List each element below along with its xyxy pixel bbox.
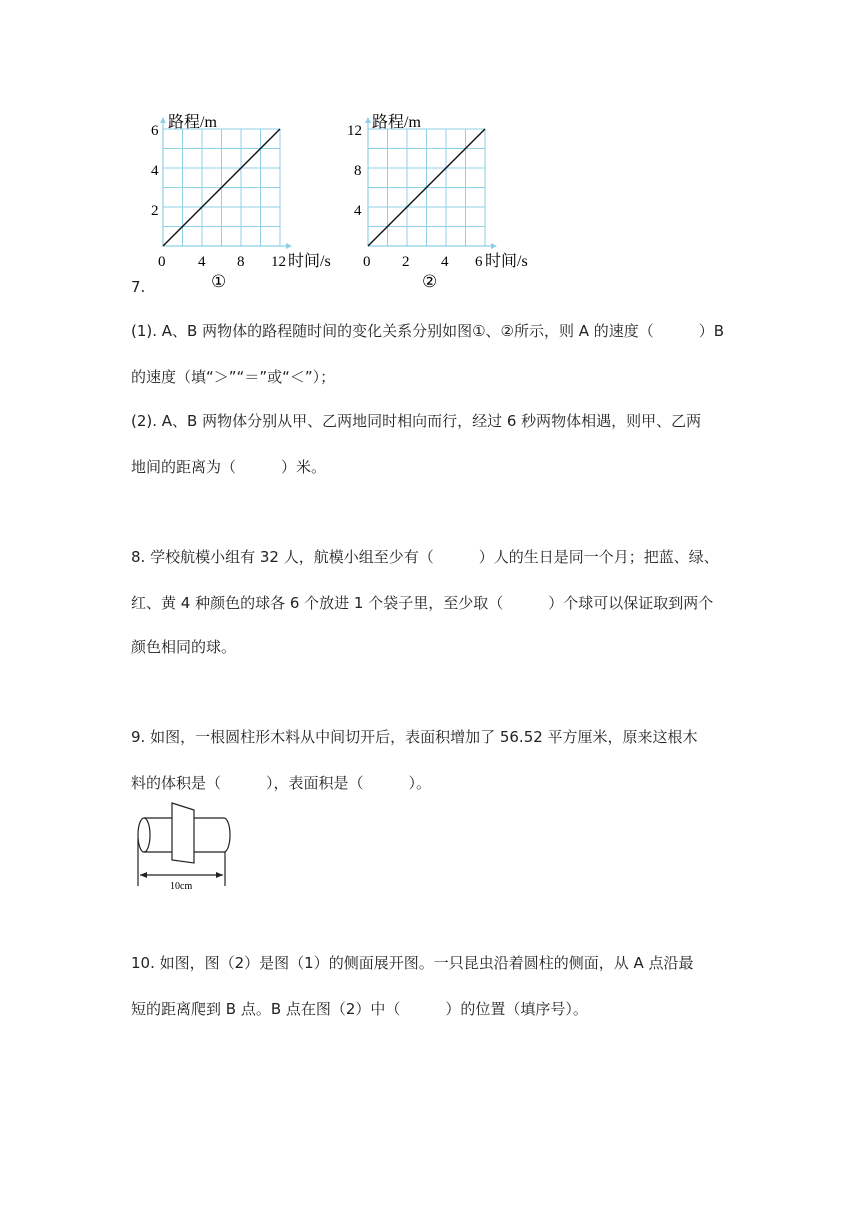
x-tick-2: 2 (402, 254, 410, 270)
x-tick-12: 12 (271, 254, 286, 270)
distance-time-graph-2 (345, 105, 555, 295)
cylinder-left-end (138, 818, 150, 852)
cylinder-cut-figure (132, 800, 242, 892)
x-axis-arrow (286, 243, 292, 249)
q8-line3: 颜色相同的球。 (131, 638, 237, 656)
q7-part2-line1: (2). A、B 两物体分别从甲、乙两地同时相向而行，经过 6 秒两物体相遇，则甲、乙两 (131, 412, 702, 430)
q10-line2: 短的距离爬到 B 点。B 点在图（2）中（ ）的位置（填序号）。 (131, 1000, 588, 1018)
y-tick-4: 4 (151, 163, 159, 179)
x-tick-6: 6 (475, 254, 483, 270)
y-axis-arrow (365, 117, 371, 123)
graph-caption: ① (211, 272, 227, 292)
y-axis-label: 路程/m (372, 114, 421, 131)
q9-line2: 料的体积是（ ），表面积是（ ）。 (131, 774, 432, 792)
q9-line1: 9. 如图，一根圆柱形木料从中间切开后，表面积增加了 56.52 平方厘米，原来这根木 (131, 728, 698, 746)
y-axis-label: 路程/m (168, 114, 217, 131)
y-tick-6: 6 (151, 123, 159, 139)
q7-part1-line2: 的速度（填“＞”“＝”或“＜”）； (131, 368, 336, 386)
x-axis-arrow (491, 243, 497, 249)
y-tick-4: 4 (354, 203, 362, 219)
distance-time-graph-1 (140, 105, 350, 295)
y-tick-2: 2 (151, 203, 159, 219)
x-tick-4: 4 (198, 254, 206, 270)
x-tick-0: 0 (158, 254, 166, 270)
q8-line1: 8. 学校航模小组有 32 人，航模小组至少有（ ）人的生日是同一个月；把蓝、绿、 (131, 548, 719, 566)
question-7-number: 7. (131, 278, 146, 296)
x-tick-4: 4 (441, 254, 449, 270)
q7-part2-line2: 地间的距离为（ ）米。 (131, 458, 327, 476)
graph-caption: ② (422, 272, 438, 292)
y-tick-12: 12 (347, 123, 362, 139)
y-tick-8: 8 (354, 163, 362, 179)
q7-part1-line1: (1). A、B 两物体的路程随时间的变化关系分别如图①、②所示，则 A 的速度（ ）B (131, 322, 725, 340)
x-axis-label: 时间/s (288, 253, 331, 270)
y-axis-arrow (160, 117, 166, 123)
x-tick-0: 0 (363, 254, 371, 270)
q10-line1: 10. 如图，图（2）是图（1）的侧面展开图。一只昆虫沿着圆柱的侧面，从 A 点沿最 (131, 954, 694, 972)
x-tick-8: 8 (237, 254, 245, 270)
x-axis-label: 时间/s (485, 253, 528, 270)
cut-plane (172, 803, 194, 863)
dimension-label: 10cm (170, 881, 193, 892)
q8-line2: 红、黄 4 种颜色的球各 6 个放进 1 个袋子里，至少取（ ）个球可以保证取到两个 (131, 594, 714, 612)
